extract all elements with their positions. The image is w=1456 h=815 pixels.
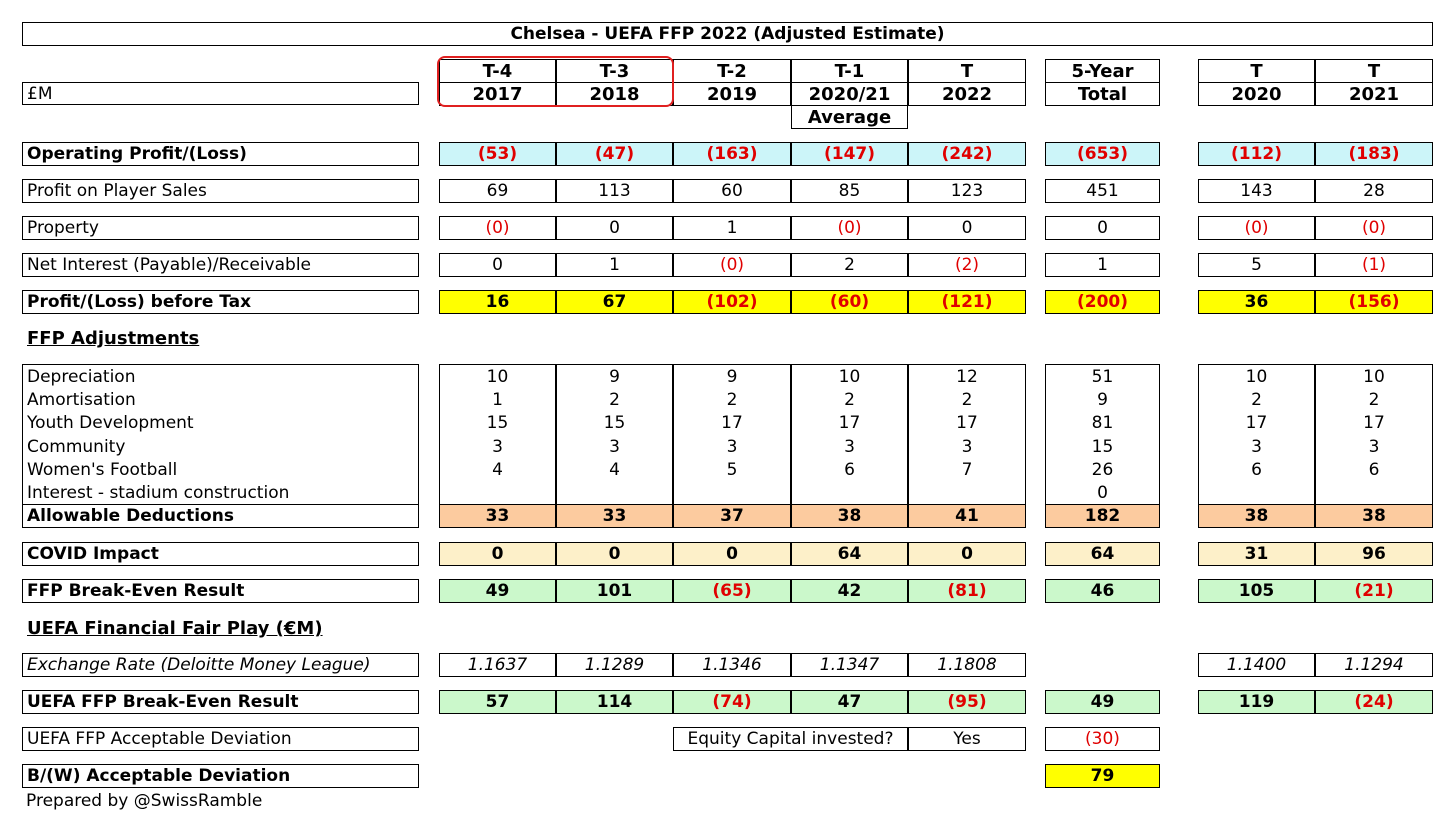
column-header-top: T-3 [556, 59, 673, 83]
highlight-frame [437, 56, 674, 107]
adjustments-column [556, 364, 673, 505]
profit-before-tax-label: Profit/(Loss) before Tax [22, 290, 419, 314]
profit-before-tax-cell: 67 [556, 290, 673, 314]
column-header-bottom: 2019 [673, 82, 791, 106]
sheet-title: Chelsea - UEFA FFP 2022 (Adjusted Estimate) [22, 22, 1433, 46]
column-header-top: T-4 [439, 59, 556, 83]
net-interest-cell: 0 [439, 253, 556, 277]
adjustment-value: 9 [1097, 390, 1108, 411]
player-sales-cell: 28 [1315, 179, 1433, 203]
deviation-total: (30) [1045, 727, 1160, 751]
covid-impact-cell: 0 [673, 542, 791, 566]
adjustment-value: 3 [609, 436, 620, 457]
net-interest-cell: (1) [1315, 253, 1433, 277]
adjustment-value: 15 [603, 413, 626, 434]
adjustment-value: 9 [726, 367, 738, 387]
property-cell: (0) [1198, 216, 1315, 240]
adjustment-label: Youth Development [27, 413, 194, 434]
profit-before-tax-cell: (102) [673, 290, 791, 314]
ffp-break-even-cell: 101 [556, 579, 673, 603]
net-interest-cell: 2 [791, 253, 908, 277]
profit-before-tax-cell: (121) [908, 290, 1026, 314]
adjustments-column [1198, 364, 1315, 505]
adjustment-value: 6 [1368, 459, 1380, 480]
covid-impact-cell: 0 [439, 542, 556, 566]
column-header-bottom: 2020 [1198, 82, 1315, 106]
property-cell: 0 [1045, 216, 1160, 240]
adjustment-value: 5 [726, 459, 738, 480]
adjustment-value: 4 [609, 459, 620, 480]
equity-question: Equity Capital invested? [673, 727, 908, 751]
bw-deviation-total: 79 [1045, 764, 1160, 788]
property-cell: 1 [673, 216, 791, 240]
uefa-break-even-cell: 119 [1198, 690, 1315, 714]
uefa-break-even-cell: 47 [791, 690, 908, 714]
adjustment-value: 12 [956, 367, 978, 387]
property-cell: (0) [791, 216, 908, 240]
adjustment-value: 3 [726, 436, 738, 457]
column-header-top: T-2 [673, 59, 791, 83]
adjustment-value: 4 [492, 459, 503, 480]
column-header-top: 5-Year [1045, 59, 1160, 83]
player-sales-cell: 113 [556, 179, 673, 203]
exchange-rate-cell: 1.1294 [1315, 653, 1433, 677]
allowable-deductions-cell: 38 [791, 504, 908, 528]
exchange-rate-cell: 1.1400 [1198, 653, 1315, 677]
player-sales-cell: 123 [908, 179, 1026, 203]
adjustments-column [1315, 364, 1433, 505]
adjustment-value: 2 [1368, 390, 1380, 411]
column-header-top: T-1 [791, 59, 908, 83]
uefa-break-even-cell: (74) [673, 690, 791, 714]
net-interest-cell: 1 [1045, 253, 1160, 277]
covid-impact-cell: 0 [908, 542, 1026, 566]
property-cell: (0) [1315, 216, 1433, 240]
adjustment-label: Community [27, 436, 126, 457]
adjustment-value: 10 [1363, 367, 1385, 387]
player-sales-cell: 451 [1045, 179, 1160, 203]
uefa-break-even-cell: 57 [439, 690, 556, 714]
allowable-deductions-cell: 33 [439, 504, 556, 528]
covid-impact-cell: 96 [1315, 542, 1433, 566]
adjustments-labels [22, 364, 419, 505]
adjustment-value: 3 [961, 436, 973, 457]
column-header-bottom: 2022 [908, 82, 1026, 106]
property-cell: 0 [556, 216, 673, 240]
uefa-break-even-label: UEFA FFP Break-Even Result [22, 690, 419, 714]
operating-profit-cell: (47) [556, 142, 673, 166]
allowable-deductions-cell: 182 [1045, 504, 1160, 528]
adjustment-label: Interest - stadium construction [27, 482, 290, 503]
adjustment-value: 3 [1368, 436, 1380, 457]
t1-average-note: Average [791, 105, 908, 129]
operating-profit-cell: (112) [1198, 142, 1315, 166]
adjustment-value: 3 [844, 436, 855, 457]
adjustment-value: 2 [609, 390, 620, 411]
adjustment-label: Women's Football [27, 459, 178, 480]
equity-answer: Yes [908, 727, 1026, 751]
adjustments-column [439, 364, 556, 505]
allowable-deductions-cell: 33 [556, 504, 673, 528]
adjustment-value: 6 [844, 459, 855, 480]
allowable-deductions-cell: 41 [908, 504, 1026, 528]
adjustment-value: 2 [726, 390, 738, 411]
allowable-deductions-cell: 37 [673, 504, 791, 528]
column-header-bottom: 2020/21 [791, 82, 908, 106]
exchange-rate-label: Exchange Rate (Deloitte Money League) [22, 653, 419, 677]
column-header-bottom: Total [1045, 82, 1160, 106]
ffp-break-even-cell: 46 [1045, 579, 1160, 603]
covid-impact-cell: 64 [1045, 542, 1160, 566]
property-label: Property [22, 216, 419, 240]
operating-profit-cell: (163) [673, 142, 791, 166]
adjustments-column [673, 364, 791, 505]
covid-impact-cell: 0 [556, 542, 673, 566]
profit-before-tax-cell: 36 [1198, 290, 1315, 314]
uefa-break-even-cell: 49 [1045, 690, 1160, 714]
operating-profit-label: Operating Profit/(Loss) [22, 142, 419, 166]
covid-impact-cell: 31 [1198, 542, 1315, 566]
operating-profit-cell: (183) [1315, 142, 1433, 166]
adjustment-value: 10 [1245, 367, 1268, 387]
player-sales-cell: 85 [791, 179, 908, 203]
adjustment-value: 15 [486, 413, 509, 434]
adjustment-value: 3 [492, 436, 503, 457]
adjustment-value: 2 [1251, 390, 1262, 411]
uefa-break-even-cell: 114 [556, 690, 673, 714]
column-header-top: T [1315, 59, 1433, 83]
adjustment-value: 1 [492, 390, 503, 411]
deviation-label: UEFA FFP Acceptable Deviation [22, 727, 419, 751]
ffp-break-even-cell: 42 [791, 579, 908, 603]
net-interest-cell: 1 [556, 253, 673, 277]
adjustments-column [908, 364, 1026, 505]
covid-impact-cell: 64 [791, 542, 908, 566]
operating-profit-cell: (53) [439, 142, 556, 166]
ffp-break-even-cell: 49 [439, 579, 556, 603]
adjustment-value: 17 [1245, 413, 1268, 434]
adjustments-column [791, 364, 908, 505]
adjustment-value: 17 [956, 413, 978, 434]
adjustment-value: 10 [486, 367, 509, 387]
net-interest-cell: 5 [1198, 253, 1315, 277]
adjustment-value: 51 [1091, 367, 1114, 387]
column-header-top: T [1198, 59, 1315, 83]
allowable-deductions-cell: 38 [1198, 504, 1315, 528]
operating-profit-cell: (242) [908, 142, 1026, 166]
exchange-rate-cell: 1.1289 [556, 653, 673, 677]
ffp-break-even-cell: 105 [1198, 579, 1315, 603]
uefa-break-even-cell: (95) [908, 690, 1026, 714]
adjustment-value: 2 [844, 390, 855, 411]
net-interest-label: Net Interest (Payable)/Receivable [22, 253, 419, 277]
profit-before-tax-cell: (60) [791, 290, 908, 314]
allowable-deductions-cell: 38 [1315, 504, 1433, 528]
currency-label: £M [22, 82, 419, 105]
allowable-deductions-label: Allowable Deductions [22, 504, 419, 528]
uefa-break-even-cell: (24) [1315, 690, 1433, 714]
adjustment-value: 7 [961, 459, 973, 480]
adjustment-value: 81 [1091, 413, 1114, 434]
adjustment-value: 3 [1251, 436, 1262, 457]
property-cell: 0 [908, 216, 1026, 240]
adjustment-value: 26 [1091, 459, 1114, 480]
exchange-rate-cell: 1.1637 [439, 653, 556, 677]
column-header-bottom: 2021 [1315, 82, 1433, 106]
operating-profit-cell: (147) [791, 142, 908, 166]
adjustment-value: 6 [1251, 459, 1262, 480]
adjustment-label: Depreciation [27, 367, 136, 387]
property-cell: (0) [439, 216, 556, 240]
profit-before-tax-cell: (156) [1315, 290, 1433, 314]
profit-before-tax-cell: (200) [1045, 290, 1160, 314]
uefa-ffp-heading: UEFA Financial Fair Play (€M) [27, 618, 323, 639]
ffp-break-even-cell: (65) [673, 579, 791, 603]
ffp-break-even-cell: (81) [908, 579, 1026, 603]
player-sales-cell: 60 [673, 179, 791, 203]
ffp-adjustments-heading: FFP Adjustments [27, 328, 200, 349]
ffp-break-even-cell: (21) [1315, 579, 1433, 603]
prepared-by: Prepared by @SwissRamble [26, 791, 263, 811]
exchange-rate-cell: 1.1808 [908, 653, 1026, 677]
net-interest-cell: (0) [673, 253, 791, 277]
adjustment-value: 2 [961, 390, 973, 411]
bw-deviation-label: B/(W) Acceptable Deviation [22, 764, 419, 788]
exchange-rate-cell: 1.1346 [673, 653, 791, 677]
player-sales-label: Profit on Player Sales [22, 179, 419, 203]
player-sales-cell: 143 [1198, 179, 1315, 203]
adjustment-value: 15 [1091, 436, 1114, 457]
profit-before-tax-cell: 16 [439, 290, 556, 314]
column-header-bottom: 2017 [439, 82, 556, 106]
operating-profit-cell: (653) [1045, 142, 1160, 166]
covid-impact-label: COVID Impact [22, 542, 419, 566]
adjustment-label: Amortisation [27, 390, 136, 411]
net-interest-cell: (2) [908, 253, 1026, 277]
adjustment-value: 17 [1363, 413, 1385, 434]
player-sales-cell: 69 [439, 179, 556, 203]
adjustment-value: 17 [721, 413, 743, 434]
exchange-rate-cell: 1.1347 [791, 653, 908, 677]
adjustment-value: 9 [609, 367, 620, 387]
adjustments-column [1045, 364, 1160, 505]
ffp-break-even-label: FFP Break-Even Result [22, 579, 419, 603]
adjustment-value: 0 [1097, 482, 1108, 503]
adjustment-value: 10 [838, 367, 861, 387]
column-header-top: T [908, 59, 1026, 83]
adjustment-value: 17 [838, 413, 861, 434]
column-header-bottom: 2018 [556, 82, 673, 106]
